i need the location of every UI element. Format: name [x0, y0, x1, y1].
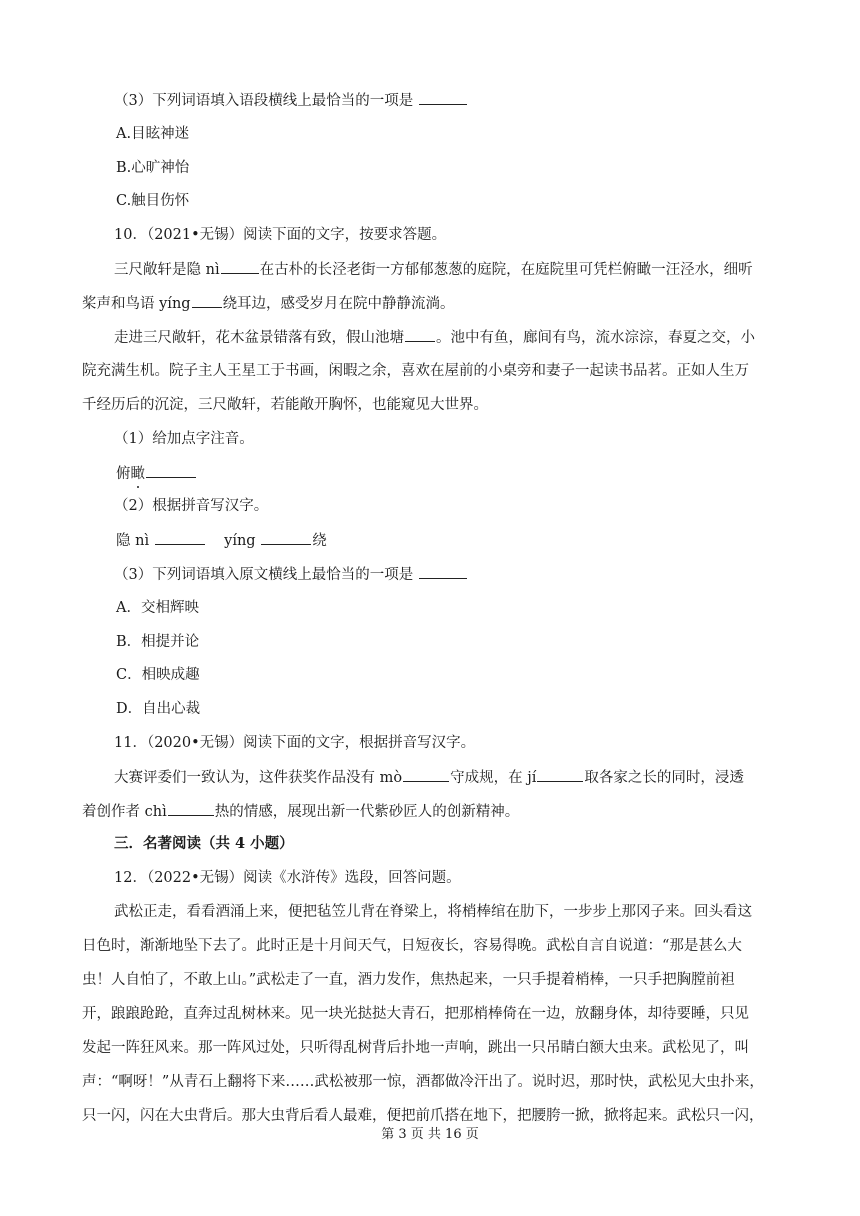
- answer-blank: [192, 293, 222, 308]
- q12-passage-line: 开，踉踉跄跄，直奔过乱树林来。见一块光挞挞大青石，把那梢棒倚在一边，放翻身体，却待要睡，只见: [82, 1006, 749, 1022]
- q10-passage-line: 千经历后的沉淀，三尺敞轩，若能敞开胸怀，也能窥见大世界。: [82, 397, 488, 413]
- answer-blank: [155, 530, 205, 545]
- q12-title: 12．（2022•无锡）阅读《水浒传》选段，回答问题。: [114, 870, 461, 886]
- q12-passage-line: 发起一阵狂风来。那一阵风过处，只听得乱树背后扑地一声响，跳出一只吊睛白额大虫来。武松见了，叫: [82, 1040, 749, 1056]
- answer-blank: [403, 767, 449, 782]
- q9-sub3-prompt: （3）下列词语填入语段横线上最恰当的一项是: [114, 90, 468, 111]
- q11-passage-line: 大赛评委们一致认为，这件获奖作品没有 mò 守成规，在 jí 取各家之长的同时，浸透: [114, 767, 744, 788]
- q12-passage-line: 声：“啊呀！”从青石上翻将下来……武松被那一惊，酒都做冷汗出了。说时迟，那时快，武松见大虫扑来，: [82, 1074, 764, 1090]
- q10-passage-line: 院充满生机。院子主人王星工于书画，闲暇之余，喜欢在屋前的小桌旁和妻子一起读书品茗。正如人生万: [82, 363, 749, 379]
- emphasis-dot-char: 瞰: [130, 466, 145, 482]
- q12-passage-line: 虫！人自怕了，不敢上山。”武松走了一直，酒力发作，焦热起来，一只手提着梢棒，一只手把胸膛前袒: [82, 972, 735, 988]
- answer-blank: [146, 463, 196, 478]
- answer-blank: [221, 259, 259, 274]
- q11-title: 11．（2020•无锡）阅读下面的文字，根据拼音写汉字。: [114, 735, 476, 751]
- answer-blank: [419, 564, 467, 579]
- q12-passage-line: 日色时，渐渐地坠下去了。此时正是十月间天气，日短夜长，容易得晚。武松自言自说道：“那是甚么大: [82, 938, 742, 954]
- q9-option-c: C.触目伤怀: [116, 193, 190, 209]
- q10-sub1-word: 俯瞰: [116, 463, 197, 484]
- q10-option-d: D．自出心裁: [116, 701, 201, 717]
- answer-blank: [537, 767, 583, 782]
- answer-blank: [168, 801, 214, 816]
- q9-option-a: A.目眩神迷: [116, 126, 190, 142]
- answer-blank: [419, 90, 467, 105]
- section-heading: 三．名著阅读（共 4 小题）: [114, 835, 294, 852]
- answer-blank: [261, 530, 311, 545]
- q10-passage-line: 走进三尺敞轩，花木盆景错落有致，假山池塘 。池中有鱼，廊间有鸟，流水淙淙，春夏之交，小: [114, 327, 755, 348]
- q10-option-c: C．相映成趣: [116, 667, 200, 683]
- q10-sub2: （2）根据拼音写汉字。: [114, 498, 269, 514]
- q10-sub1: （1）给加点字注音。: [114, 431, 254, 447]
- page-footer: 第 3 页 共 16 页: [381, 1127, 479, 1142]
- q10-sub2-items: 隐 nì yíng 绕: [116, 530, 327, 551]
- q10-passage-line: 三尺敞轩是隐 nì 在古朴的长泾老街一方郁郁葱葱的庭院，在庭院里可凭栏俯瞰一汪泾水，细听: [114, 259, 753, 280]
- answer-blank: [405, 327, 435, 342]
- q10-option-b: B．相提并论: [116, 634, 200, 650]
- q9-option-b: B.心旷神怡: [116, 160, 190, 176]
- q10-option-a: A．交相辉映: [116, 600, 199, 616]
- q12-passage-line: 武松正走，看看酒涌上来，便把毡笠儿背在脊梁上，将梢棒绾在肋下，一步步上那冈子来。回头看这: [114, 904, 752, 920]
- q10-sub3-prompt: （3）下列词语填入原文横线上最恰当的一项是: [114, 564, 468, 585]
- q10-passage-line: 桨声和鸟语 yíng 绕耳边，感受岁月在院中静静流淌。: [82, 293, 455, 314]
- q10-title: 10．（2021•无锡）阅读下面的文字，按要求答题。: [114, 227, 447, 243]
- q12-passage-line: 只一闪，闪在大虫背后。那大虫背后看人最难，便把前爪搭在地下，把腰胯一掀，掀将起来。武松只一闪，: [82, 1108, 764, 1124]
- q11-passage-line: 着创作者 chì 热的情感，展现出新一代紫砂匠人的创新精神。: [82, 801, 519, 822]
